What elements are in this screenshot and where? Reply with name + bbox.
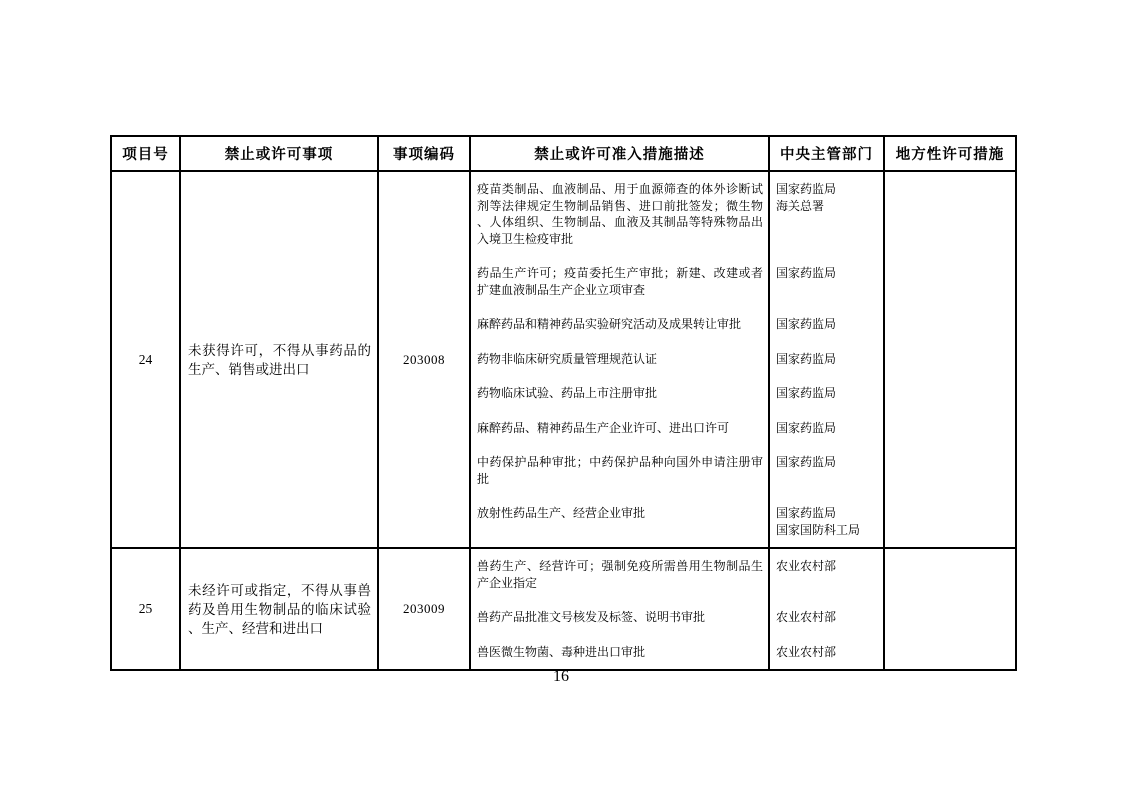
item-code: 203009: [378, 548, 470, 670]
central-department: [769, 635, 884, 671]
department-name: 国家药监局: [776, 420, 837, 435]
central-department: [769, 445, 884, 496]
measure-description: 药物非临床研究质量管理规范认证: [470, 342, 769, 377]
department-name: 农业农村部: [776, 644, 837, 659]
measure-description: 麻醉药品和精神药品实验研究活动及成果转让审批: [470, 307, 769, 342]
department-name: 海关总署: [776, 198, 825, 213]
department-name: 国家药监局: [776, 182, 837, 196]
item-description: 未获得许可，不得从事药品的生产、销售或进出口: [180, 171, 378, 548]
department-name: 农业农村部: [776, 559, 837, 573]
header-local-licensing-measures: 地方性许可措施: [884, 136, 1016, 171]
department-name: 国家药监局: [776, 506, 837, 520]
item-description: 未经许可或指定，不得从事兽药及兽用生物制品的临床试验、生产、经营和进出口: [180, 548, 378, 670]
measure-description: 放射性药品生产、经营企业审批: [470, 496, 769, 548]
measures-table: [110, 135, 1017, 671]
department-name: 国家国防科工局: [776, 522, 861, 537]
measure-description: 兽药生产、经营许可；强制免疫所需兽用生物制品生产企业指定: [470, 548, 769, 600]
table-row: [111, 548, 1016, 600]
measure-description: 药品生产许可；疫苗委托生产审批；新建、改建或者扩建血液制品生产企业立项审查: [470, 256, 769, 307]
central-department: [769, 376, 884, 411]
table-header-row: [111, 136, 1016, 171]
measure-description: 中药保护品种审批；中药保护品种向国外申请注册审批: [470, 445, 769, 496]
department-name: 国家药监局: [776, 455, 837, 469]
central-department: [769, 342, 884, 377]
department-name: 国家药监局: [776, 351, 837, 366]
central-department: [769, 256, 884, 307]
table-body: [111, 171, 1016, 670]
measure-description: 兽医微生物菌、毒种进出口审批: [470, 635, 769, 671]
department-name: 国家药监局: [776, 266, 837, 280]
central-department: [769, 411, 884, 446]
header-measure-description: 禁止或许可准入措施描述: [470, 136, 769, 171]
header-project-number: 项目号: [111, 136, 180, 171]
project-number: 24: [111, 171, 180, 548]
department-name: 国家药监局: [776, 386, 837, 400]
page-number: 16: [553, 668, 569, 685]
central-department: [769, 171, 884, 256]
central-department: [769, 496, 884, 548]
project-number: 25: [111, 548, 180, 670]
header-prohibited-or-licensed-item: 禁止或许可事项: [180, 136, 378, 171]
measure-description: 兽药产品批准文号核发及标签、说明书审批: [470, 600, 769, 635]
measure-description: 药物临床试验、药品上市注册审批: [470, 376, 769, 411]
central-department: [769, 307, 884, 342]
header-central-department: 中央主管部门: [769, 136, 884, 171]
measure-description: 疫苗类制品、血液制品、用于血源筛查的体外诊断试剂等法律规定生物制品销售、进口前批签发；微生物、人体组织、生物制品、血液及其制品等特殊物品出入境卫生检疫审批: [470, 171, 769, 256]
item-code: 203008: [378, 171, 470, 548]
department-name: 农业农村部: [776, 610, 837, 624]
measure-description: 麻醉药品、精神药品生产企业许可、进出口许可: [470, 411, 769, 446]
department-name: 国家药监局: [776, 317, 837, 331]
local-measures: [884, 548, 1016, 670]
central-department: [769, 548, 884, 600]
local-measures: [884, 171, 1016, 548]
central-department: [769, 600, 884, 635]
header-item-code: 事项编码: [378, 136, 470, 171]
table-row: [111, 171, 1016, 256]
